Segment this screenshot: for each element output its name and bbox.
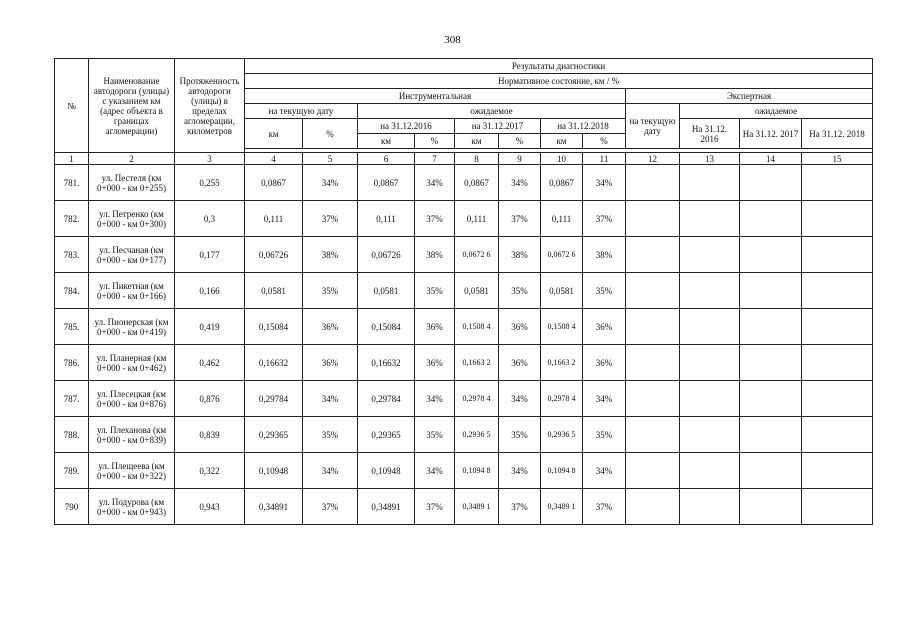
pct-2017: 34% bbox=[499, 453, 541, 489]
column-index: 10 bbox=[541, 153, 583, 165]
current-km: 0,0867 bbox=[245, 165, 303, 201]
expert-empty-cell bbox=[680, 165, 740, 201]
km-2017: 0,3489 1 bbox=[455, 489, 499, 525]
road-length: 0,166 bbox=[175, 273, 245, 309]
current-km: 0,111 bbox=[245, 201, 303, 237]
pct-2018: 35% bbox=[583, 417, 626, 453]
row-number: 790 bbox=[55, 489, 89, 525]
current-km: 0,10948 bbox=[245, 453, 303, 489]
current-pct: 35% bbox=[303, 273, 358, 309]
expert-empty-cell bbox=[626, 309, 680, 345]
km-2018: 0,1508 4 bbox=[541, 309, 583, 345]
pct-2017: 35% bbox=[499, 417, 541, 453]
expert-empty-cell bbox=[802, 273, 873, 309]
road-name: ул. Песчаная (км 0+000 - км 0+177) bbox=[89, 237, 175, 273]
current-pct: 36% bbox=[303, 309, 358, 345]
road-name: ул. Пикетная (км 0+000 - км 0+166) bbox=[89, 273, 175, 309]
km-2016: 0,29784 bbox=[358, 381, 415, 417]
current-pct: 34% bbox=[303, 453, 358, 489]
header-km-2018: км bbox=[541, 134, 583, 149]
column-index: 12 bbox=[626, 153, 680, 165]
column-index: 8 bbox=[455, 153, 499, 165]
expert-empty-cell bbox=[802, 417, 873, 453]
road-name: ул. Плещеева (км 0+000 - км 0+322) bbox=[89, 453, 175, 489]
expert-empty-cell bbox=[626, 381, 680, 417]
column-index: 2 bbox=[89, 153, 175, 165]
road-name: ул. Плесецкая (км 0+000 - км 0+876) bbox=[89, 381, 175, 417]
table-row bbox=[55, 273, 873, 309]
expert-empty-cell bbox=[802, 201, 873, 237]
current-km: 0,34891 bbox=[245, 489, 303, 525]
header-expert: Экспертная bbox=[626, 89, 873, 104]
expert-empty-cell bbox=[680, 201, 740, 237]
km-2018: 0,0581 bbox=[541, 273, 583, 309]
km-2016: 0,0581 bbox=[358, 273, 415, 309]
header-pct-2017: % bbox=[499, 134, 541, 149]
road-length: 0,322 bbox=[175, 453, 245, 489]
pct-2017: 36% bbox=[499, 345, 541, 381]
row-number: 786. bbox=[55, 345, 89, 381]
pct-2016: 34% bbox=[415, 165, 455, 201]
expert-empty-cell bbox=[680, 309, 740, 345]
pct-2018: 36% bbox=[583, 309, 626, 345]
road-length: 0,255 bbox=[175, 165, 245, 201]
pct-2016: 35% bbox=[415, 417, 455, 453]
expert-empty-cell bbox=[740, 165, 802, 201]
expert-empty-cell bbox=[626, 273, 680, 309]
pct-2018: 37% bbox=[583, 201, 626, 237]
header-date-2016: на 31.12.2016 bbox=[358, 119, 455, 134]
pct-2018: 34% bbox=[583, 165, 626, 201]
current-km: 0,0581 bbox=[245, 273, 303, 309]
expert-empty-cell bbox=[740, 345, 802, 381]
road-name: ул. Петренко (км 0+000 - км 0+300) bbox=[89, 201, 175, 237]
table-row bbox=[55, 309, 873, 345]
pct-2016: 37% bbox=[415, 489, 455, 525]
row-number: 782. bbox=[55, 201, 89, 237]
header-expert-current-date: на текущую дату bbox=[626, 104, 680, 149]
expert-empty-cell bbox=[626, 345, 680, 381]
header-current-date: на текущую дату bbox=[245, 104, 358, 119]
road-length: 0,419 bbox=[175, 309, 245, 345]
header-pct-2016: % bbox=[415, 134, 455, 149]
expert-empty-cell bbox=[680, 453, 740, 489]
column-index: 11 bbox=[583, 153, 626, 165]
header-current-pct: % bbox=[303, 119, 358, 149]
pct-2017: 37% bbox=[499, 201, 541, 237]
pct-2018: 36% bbox=[583, 345, 626, 381]
expert-empty-cell bbox=[740, 417, 802, 453]
km-2018: 0,0867 bbox=[541, 165, 583, 201]
km-2018: 0,1663 2 bbox=[541, 345, 583, 381]
header-pct-2018: % bbox=[583, 134, 626, 149]
column-index: 14 bbox=[740, 153, 802, 165]
current-km: 0,06726 bbox=[245, 237, 303, 273]
road-length: 0,943 bbox=[175, 489, 245, 525]
pct-2016: 36% bbox=[415, 345, 455, 381]
expert-empty-cell bbox=[626, 201, 680, 237]
km-2016: 0,15084 bbox=[358, 309, 415, 345]
row-number: 788. bbox=[55, 417, 89, 453]
current-pct: 35% bbox=[303, 417, 358, 453]
expert-empty-cell bbox=[802, 309, 873, 345]
km-2018: 0,2936 5 bbox=[541, 417, 583, 453]
row-number: 784. bbox=[55, 273, 89, 309]
current-pct: 36% bbox=[303, 345, 358, 381]
km-2018: 0,1094 8 bbox=[541, 453, 583, 489]
page-number: 308 bbox=[444, 34, 461, 46]
km-2018: 0,3489 1 bbox=[541, 489, 583, 525]
pct-2018: 37% bbox=[583, 489, 626, 525]
expert-empty-cell bbox=[740, 453, 802, 489]
km-2016: 0,10948 bbox=[358, 453, 415, 489]
pct-2016: 34% bbox=[415, 381, 455, 417]
expert-empty-cell bbox=[680, 237, 740, 273]
km-2016: 0,16632 bbox=[358, 345, 415, 381]
table-row bbox=[55, 345, 873, 381]
road-name: ул. Подурова (км 0+000 - км 0+943) bbox=[89, 489, 175, 525]
current-km: 0,15084 bbox=[245, 309, 303, 345]
km-2017: 0,0672 6 bbox=[455, 237, 499, 273]
row-number: 781. bbox=[55, 165, 89, 201]
table-row bbox=[55, 381, 873, 417]
pct-2017: 34% bbox=[499, 381, 541, 417]
km-2016: 0,34891 bbox=[358, 489, 415, 525]
km-2017: 0,0581 bbox=[455, 273, 499, 309]
expert-empty-cell bbox=[626, 453, 680, 489]
pct-2017: 36% bbox=[499, 309, 541, 345]
expert-empty-cell bbox=[626, 489, 680, 525]
current-pct: 34% bbox=[303, 165, 358, 201]
road-name: ул. Пестеля (км 0+000 - км 0+255) bbox=[89, 165, 175, 201]
row-number: 783. bbox=[55, 237, 89, 273]
km-2017: 0,0867 bbox=[455, 165, 499, 201]
row-number: 789. bbox=[55, 453, 89, 489]
pct-2018: 34% bbox=[583, 453, 626, 489]
table-row bbox=[55, 237, 873, 273]
current-km: 0,16632 bbox=[245, 345, 303, 381]
km-2017: 0,2936 5 bbox=[455, 417, 499, 453]
km-2017: 0,1508 4 bbox=[455, 309, 499, 345]
column-index: 15 bbox=[802, 153, 873, 165]
header-expert-2018: На 31.12. 2018 bbox=[802, 119, 873, 149]
expert-empty-cell bbox=[802, 489, 873, 525]
road-name: ул. Планерная (км 0+000 - км 0+462) bbox=[89, 345, 175, 381]
km-2016: 0,29365 bbox=[358, 417, 415, 453]
current-pct: 38% bbox=[303, 237, 358, 273]
pct-2016: 38% bbox=[415, 237, 455, 273]
expert-empty-cell bbox=[740, 273, 802, 309]
header-instrumental: Инструментальная bbox=[245, 89, 626, 104]
expert-empty-cell bbox=[802, 237, 873, 273]
road-length: 0,876 bbox=[175, 381, 245, 417]
pct-2017: 37% bbox=[499, 489, 541, 525]
expert-empty-cell bbox=[740, 381, 802, 417]
table-row bbox=[55, 453, 873, 489]
column-index: 4 bbox=[245, 153, 303, 165]
km-2016: 0,06726 bbox=[358, 237, 415, 273]
pct-2017: 34% bbox=[499, 165, 541, 201]
pct-2016: 34% bbox=[415, 453, 455, 489]
expert-empty-cell bbox=[740, 237, 802, 273]
expert-empty-cell bbox=[740, 489, 802, 525]
km-2018: 0,2978 4 bbox=[541, 381, 583, 417]
km-2018: 0,111 bbox=[541, 201, 583, 237]
header-expert-2017: На 31.12. 2017 bbox=[740, 119, 802, 149]
expert-empty-cell bbox=[680, 345, 740, 381]
expert-empty-cell bbox=[626, 165, 680, 201]
pct-2017: 35% bbox=[499, 273, 541, 309]
road-length: 0,3 bbox=[175, 201, 245, 237]
header-date-2018: на 31.12.2018 bbox=[541, 119, 626, 134]
header-expected: ожидаемое bbox=[358, 104, 626, 119]
km-2017: 0,111 bbox=[455, 201, 499, 237]
km-2017: 0,2978 4 bbox=[455, 381, 499, 417]
km-2016: 0,0867 bbox=[358, 165, 415, 201]
expert-empty-cell bbox=[626, 237, 680, 273]
expert-empty-cell bbox=[802, 165, 873, 201]
km-2017: 0,1663 2 bbox=[455, 345, 499, 381]
current-pct: 37% bbox=[303, 201, 358, 237]
expert-empty-cell bbox=[802, 381, 873, 417]
expert-empty-cell bbox=[802, 453, 873, 489]
km-2016: 0,111 bbox=[358, 201, 415, 237]
header-normative-state: Нормативное состояние, км / % bbox=[245, 74, 873, 89]
km-2017: 0,1094 8 bbox=[455, 453, 499, 489]
pct-2018: 38% bbox=[583, 237, 626, 273]
road-length: 0,839 bbox=[175, 417, 245, 453]
pct-2017: 38% bbox=[499, 237, 541, 273]
expert-empty-cell bbox=[680, 381, 740, 417]
table-row bbox=[55, 201, 873, 237]
header-length: Протяженность автодороги (улицы) в пределах агломерации, километров bbox=[175, 59, 245, 153]
table-row bbox=[55, 165, 873, 201]
current-pct: 34% bbox=[303, 381, 358, 417]
expert-empty-cell bbox=[626, 417, 680, 453]
expert-empty-cell bbox=[680, 417, 740, 453]
column-index: 3 bbox=[175, 153, 245, 165]
column-index: 13 bbox=[680, 153, 740, 165]
header-expert-2016: На 31.12. 2016 bbox=[680, 119, 740, 149]
table-row bbox=[55, 417, 873, 453]
row-number: 787. bbox=[55, 381, 89, 417]
header-road-name: Наименование автодороги (улицы) с указанием км (адрес объекта в границах агломерации) bbox=[89, 59, 175, 153]
row-number: 785. bbox=[55, 309, 89, 345]
column-index: 1 bbox=[55, 153, 89, 165]
pct-2018: 34% bbox=[583, 381, 626, 417]
road-length: 0,177 bbox=[175, 237, 245, 273]
column-index: 9 bbox=[499, 153, 541, 165]
road-name: ул. Плеханова (км 0+000 - км 0+839) bbox=[89, 417, 175, 453]
current-km: 0,29365 bbox=[245, 417, 303, 453]
expert-empty-cell bbox=[680, 273, 740, 309]
header-expert-expected: ожидаемое bbox=[680, 104, 873, 119]
pct-2018: 35% bbox=[583, 273, 626, 309]
column-index: 6 bbox=[358, 153, 415, 165]
current-km: 0,29784 bbox=[245, 381, 303, 417]
diagnostics-table bbox=[54, 58, 873, 525]
road-name: ул. Пионерская (км 0+000 - км 0+419) bbox=[89, 309, 175, 345]
expert-empty-cell bbox=[680, 489, 740, 525]
column-index: 5 bbox=[303, 153, 358, 165]
header-diagnostics-results: Результаты диагностики bbox=[245, 59, 873, 74]
pct-2016: 37% bbox=[415, 201, 455, 237]
expert-empty-cell bbox=[802, 345, 873, 381]
header-km-2017: км bbox=[455, 134, 499, 149]
road-length: 0,462 bbox=[175, 345, 245, 381]
pct-2016: 36% bbox=[415, 309, 455, 345]
column-index-row bbox=[55, 153, 873, 165]
current-pct: 37% bbox=[303, 489, 358, 525]
header-no: № bbox=[55, 59, 89, 153]
km-2018: 0,0672 6 bbox=[541, 237, 583, 273]
pct-2016: 35% bbox=[415, 273, 455, 309]
expert-empty-cell bbox=[740, 309, 802, 345]
table-row bbox=[55, 489, 873, 525]
header-current-km: км bbox=[245, 119, 303, 149]
header-date-2017: на 31.12.2017 bbox=[455, 119, 541, 134]
expert-empty-cell bbox=[740, 201, 802, 237]
column-index: 7 bbox=[415, 153, 455, 165]
header-km-2016: км bbox=[358, 134, 415, 149]
